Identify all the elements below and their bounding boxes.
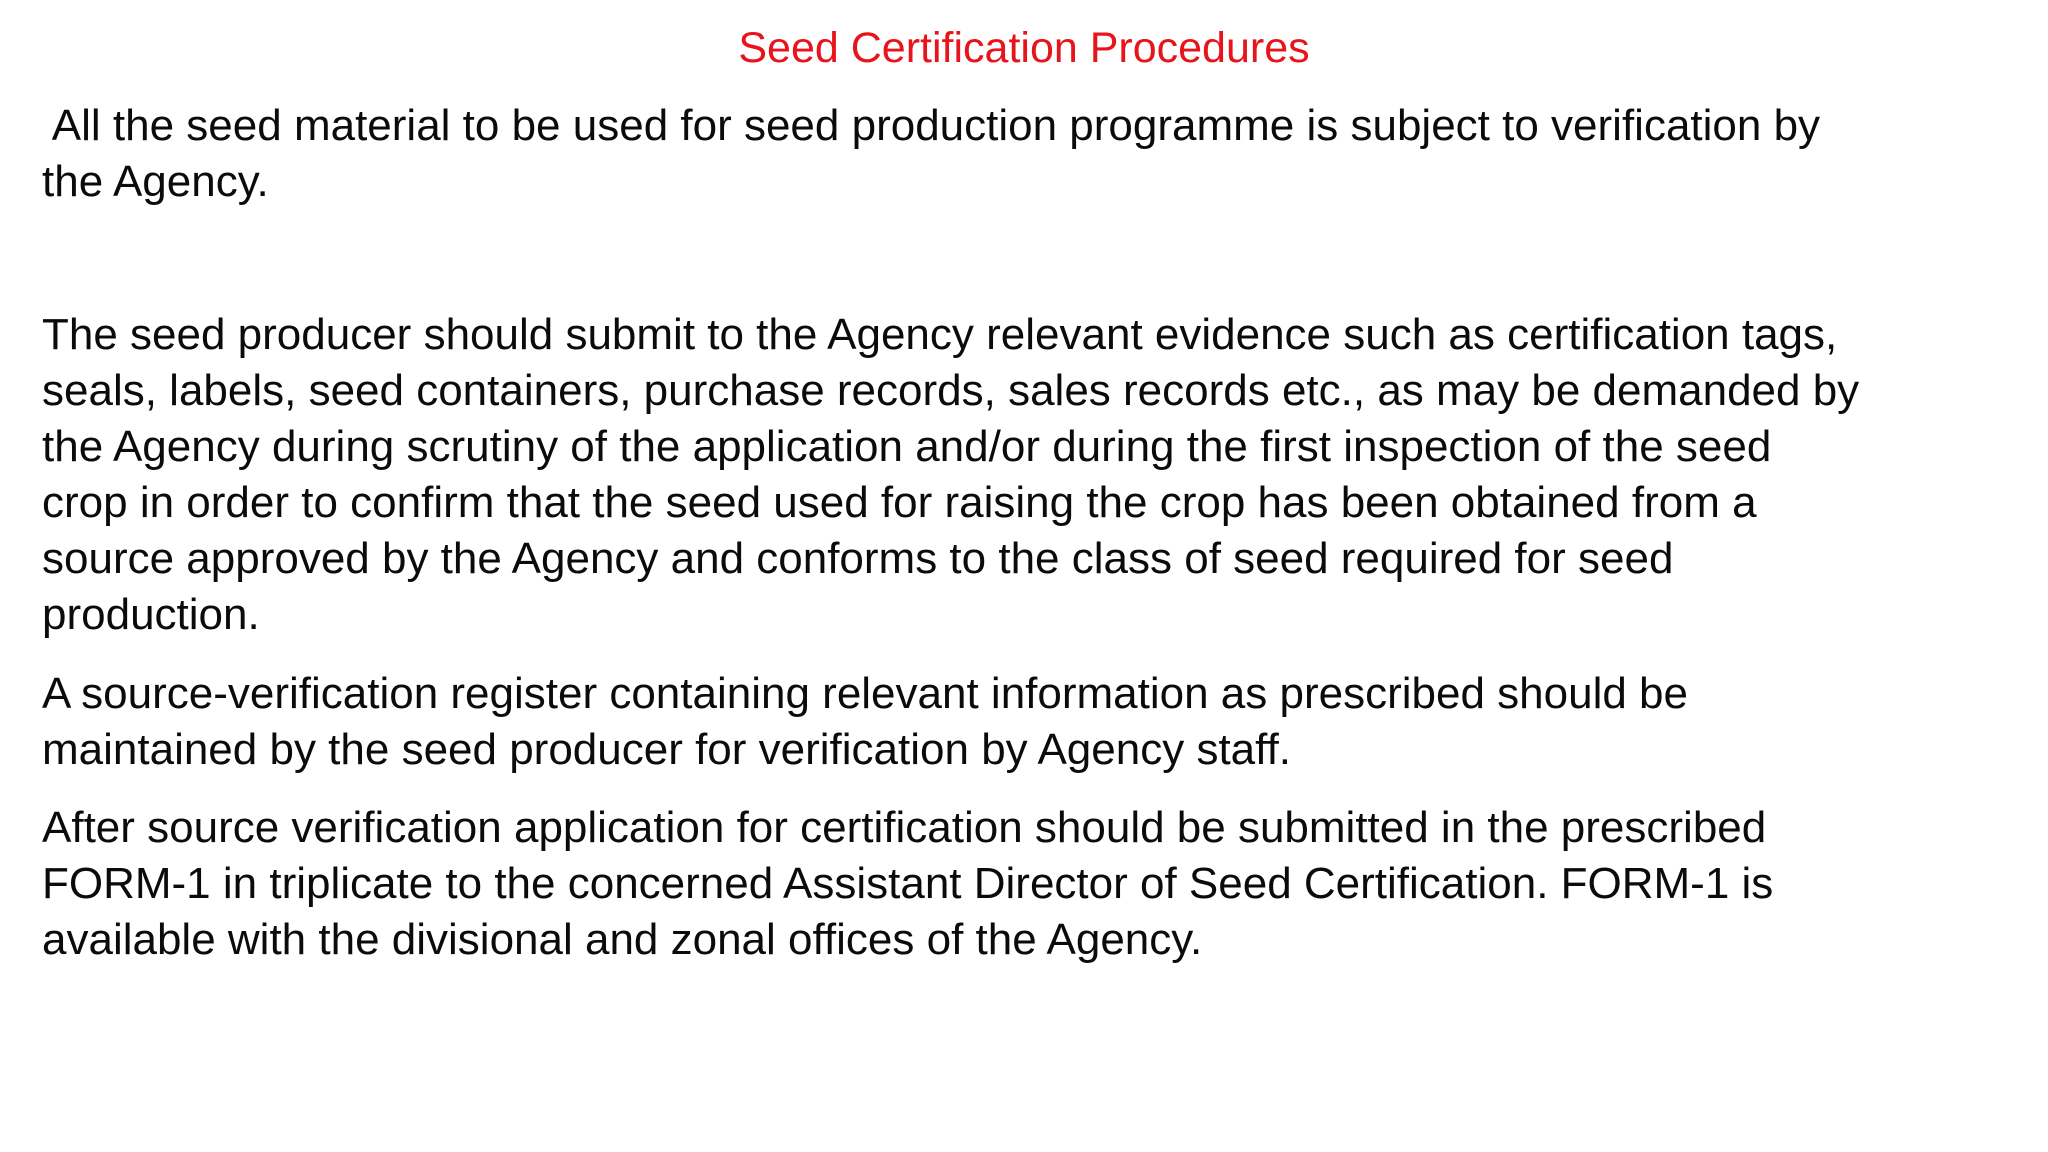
paragraph-line: the Agency during scrutiny of the application and/or during the first inspection of the seed bbox=[42, 422, 1772, 471]
paragraph-line: seals, labels, seed containers, purchase records, sales records etc., as may be demanded by bbox=[42, 366, 1860, 415]
slide-title: Seed Certification Procedures bbox=[738, 24, 1310, 72]
paragraph-line: production. bbox=[42, 590, 260, 639]
paragraph-line: FORM-1 in triplicate to the concerned Assistant Director of Seed Certification. FORM-1 is bbox=[42, 859, 1774, 908]
paragraph-form-1-application bbox=[42, 800, 2012, 968]
paragraph-line: maintained by the seed producer for verification by Agency staff. bbox=[42, 725, 1292, 774]
paragraph-source-verification-register bbox=[42, 666, 2012, 778]
paragraph-line: A source-verification register containing relevant information as prescribed should be bbox=[42, 669, 1688, 718]
paragraph-line: the Agency. bbox=[42, 157, 269, 206]
paragraph-line: All the seed material to be used for seed production programme is subject to verification by bbox=[42, 101, 1821, 150]
paragraph-line: source approved by the Agency and conforms to the class of seed required for seed bbox=[42, 534, 1674, 583]
paragraph-evidence-submission bbox=[42, 307, 2012, 643]
paragraph-line: The seed producer should submit to the Agency relevant evidence such as certification tags, bbox=[42, 310, 1838, 359]
paragraph-line: available with the divisional and zonal offices of the Agency. bbox=[42, 915, 1203, 964]
paragraph-line: crop in order to confirm that the seed used for raising the crop has been obtained from a bbox=[42, 478, 1757, 527]
paragraph-seed-material-verification bbox=[42, 98, 2012, 210]
paragraph-line: After source verification application for certification should be submitted in the prescribed bbox=[42, 803, 1767, 852]
